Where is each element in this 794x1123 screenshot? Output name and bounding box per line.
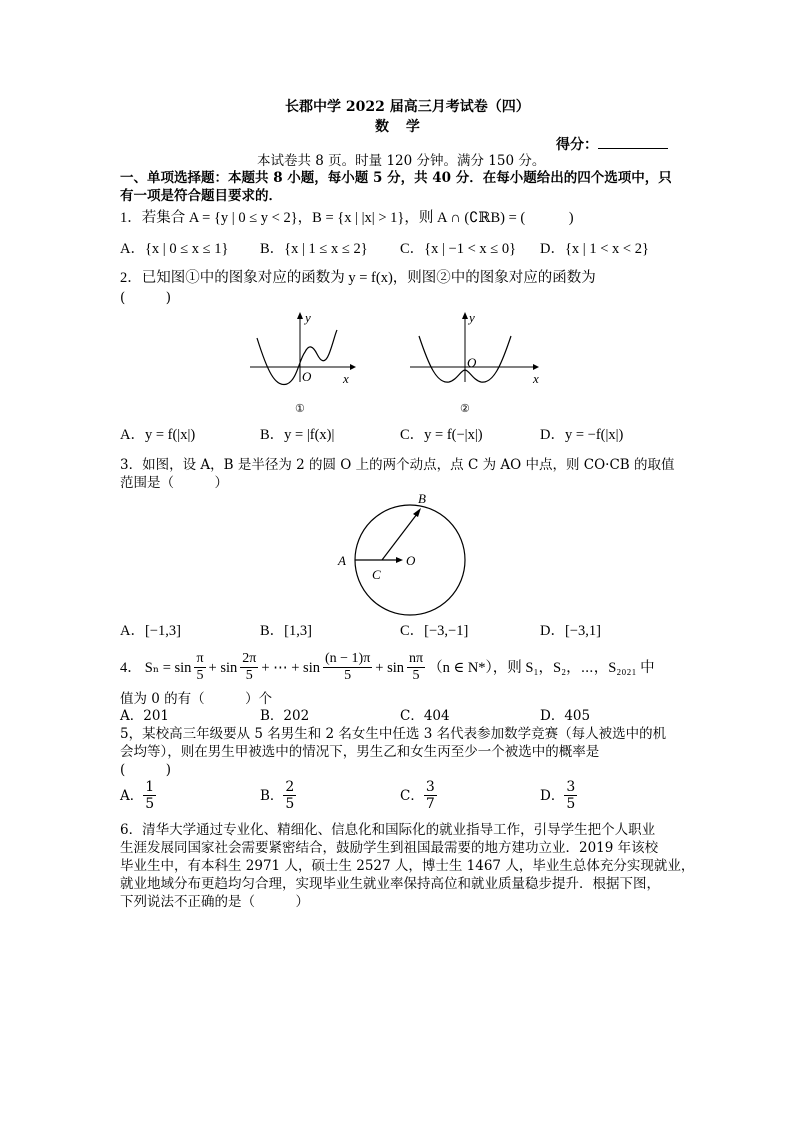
q5-option-d [540,779,577,812]
q6-line5: 下列说法不正确的是（ ） [120,894,309,910]
label-b: B [418,491,426,506]
q4-frac-1-den: 5 [196,668,204,683]
exam-title: 长郡中学 2022 届高三月考试卷（四） [285,99,530,115]
q4-frac-3 [323,651,372,684]
q5-option-c-label: C． [400,787,424,804]
q4-frac-1-num: π [196,651,204,666]
q4-frac-2 [240,651,258,684]
q2-stem-line2: ( ) [120,290,172,306]
q5-option-c-num: 3 [425,779,435,795]
q4-frac-1 [194,651,205,684]
q1-option-c: C．{x | −1 < x ≤ 0} [400,241,517,257]
q6-line4: 就业地域分布更趋均匀合理，实现毕业生就业率保持高位和就业质量稳步提升．根据下图， [120,876,660,892]
q5-option-d-frac [564,779,577,812]
section1-line1: 一、单项选择题：本题共 8 小题，每小题 5 分，共 40 分．在每小题给出的四个选项中，只 [120,170,672,186]
q4-frac-4-num: nπ [409,651,424,666]
q4-plus-2: + sin [375,659,405,676]
q1-stem: 1．若集合 A = {y | 0 ≤ y < 2}，B = {x | |x| > 1}，则 A ∩ (∁ℝB) = ( ) [120,210,574,226]
q4-frac-4 [407,651,425,684]
q2-figure-2 [405,310,545,415]
label-o: O [406,553,416,568]
x-axis-arrow [350,364,356,370]
q5-option-a-num: 1 [145,779,155,795]
q2-option-d: D．y = −f(|x|) [540,427,624,443]
q3-option-d: D．[−3,1] [540,623,601,639]
q5-option-a-den: 5 [145,796,155,812]
label-a: A [338,553,346,568]
score-label: 得分： [556,137,598,153]
q5-option-b-frac [283,779,296,812]
q6-line1: 6．清华大学通过专业化、精细化、信息化和国际化的就业指导工作，引导学生把个人职业 [120,822,656,838]
q3-stem-line2: 范围是（ ） [120,475,228,491]
q5-option-c [400,779,437,812]
q6-line3: 毕业生中，有本科生 2971 人，硕士生 2527 人，博士生 1467 人，毕业生总体充分实现就业， [120,858,695,874]
q4-tail: （n ∈ N*），则 S₁，S₂，⋯，S₂₀₂₁ 中 [428,659,655,676]
q4-option-c: C．404 [400,708,450,724]
q4-option-a: A．201 [120,708,170,724]
q5-stem-line3: ( ) [120,762,172,778]
q4-frac-2-den: 5 [245,668,253,683]
fig2-caption: ② [460,403,470,415]
q2-figure-1 [245,310,365,415]
q1-option-a: A．{x | 0 ≤ x ≤ 1} [120,241,229,257]
vector-co-arrow [396,557,403,563]
q5-option-a [120,779,156,812]
q3-option-b: B．[1,3] [260,623,312,639]
q5-stem-line1: 5，某校高三年级要从 5 名男生和 2 名女生中任选 3 名代表参加数学竞赛（每人被选中的机 [120,726,667,742]
q4-frac-3-num: (n − 1)π [324,651,371,666]
q5-option-b-den: 5 [285,796,295,812]
q2-option-a: A．y = f(|x|) [120,427,196,443]
q3-option-c: C．[−3,−1] [400,623,469,639]
score-field [556,134,668,154]
q5-option-c-frac [424,779,437,812]
q4-number: 4． [120,659,142,676]
q2-option-b: B．y = |f(x)| [260,427,335,443]
q4-frac-2-num: 2π [242,651,257,666]
q4-plus-1: + sin [208,659,238,676]
q3-stem-line1: 3．如图，设 A，B 是半径为 2 的圆 O 上的两个动点，点 C 为 AO 中点，则 CO·CB 的取值 [120,457,675,473]
fig1-x-label: x [343,371,349,386]
q5-stem-line2: 会均等），则在男生甲被选中的情况下，男生乙和女生丙至少一个被选中的概率是 [120,744,600,760]
exam-intro: 本试卷共 8 页。时量 120 分钟。满分 150 分。 [257,153,546,169]
q4-frac-3-den: 5 [344,668,352,683]
section1-line2: 有一项是符合题目要求的． [120,188,282,204]
q3-circle-figure [330,488,470,618]
fig1-caption: ① [295,403,305,415]
q5-option-c-den: 7 [425,796,435,812]
y-axis-arrow [297,312,303,319]
q4-option-d: D．405 [540,708,591,724]
q4-option-b: B．202 [260,708,310,724]
q2-option-c: C．y = f(−|x|) [400,427,483,443]
vector-cb-arrow [413,508,421,517]
q1-option-d: D．{x | 1 < x < 2} [540,241,649,257]
q5-option-d-den: 5 [566,796,576,812]
q5-option-a-label: A． [120,787,144,804]
y-axis-arrow [462,312,468,319]
q5-option-b-label: B． [260,787,284,804]
label-c: C [372,567,381,582]
fig2-y-label: y [469,310,475,325]
q4-mid: + ⋯ + sin [261,659,320,676]
q4-stem-line2: 值为 0 的有（ ）个 [120,691,273,707]
subject-title: 数 学 [375,119,426,135]
q6-line2: 生涯发展同国家社会需要紧密结合，鼓励学生到祖国最需要的地方建功立业．2019 年该校 [120,840,659,856]
q5-option-a-frac [143,779,156,812]
q4-sn: Sₙ = sin [144,659,192,676]
curve-f [257,330,337,385]
fig2-x-label: x [533,371,539,386]
q5-option-b [260,779,296,812]
x-axis-arrow [533,364,539,370]
fig1-origin-label: O [302,369,312,384]
q4-stem-line1 [120,651,655,684]
fig1-y-label: y [305,310,311,325]
fig2-origin-label: O [467,355,477,370]
q5-option-d-label: D． [540,787,565,804]
q5-option-b-num: 2 [285,779,295,795]
q2-stem-line1: 2．已知图①中的图象对应的函数为 y = f(x)，则图②中的图象对应的函数为 [120,270,596,286]
q4-frac-4-den: 5 [412,668,420,683]
q3-option-a: A．[−1,3] [120,623,181,639]
q1-option-b: B．{x | 1 ≤ x ≤ 2} [260,241,368,257]
score-blank [598,136,668,149]
q5-option-d-num: 3 [566,779,576,795]
